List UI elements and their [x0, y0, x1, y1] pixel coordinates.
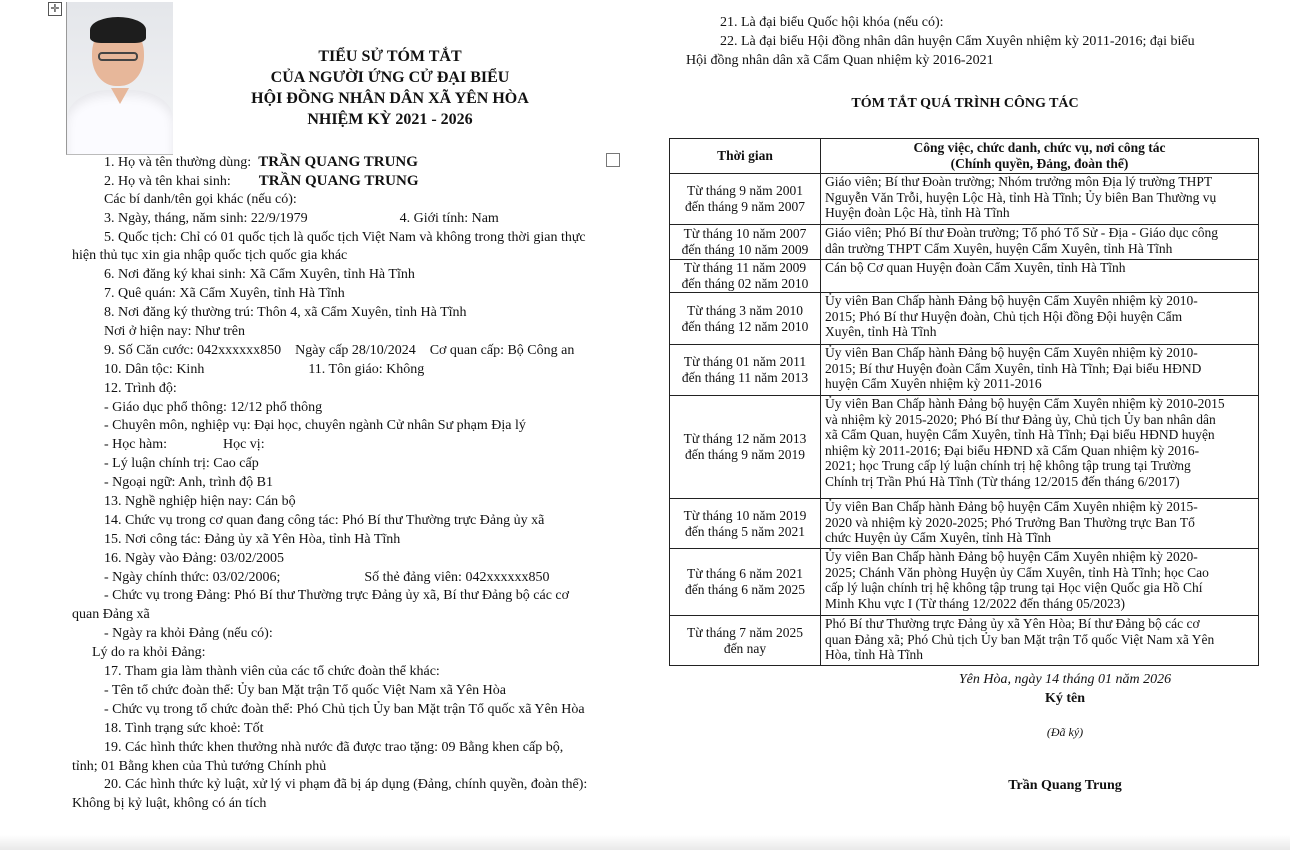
- bio-line: Lý do ra khỏi Đảng:: [92, 645, 206, 661]
- bio-line: 18. Tình trạng sức khoẻ: Tốt: [104, 720, 264, 736]
- row-time-line: đến tháng 02 năm 2010: [681, 276, 809, 291]
- row-description-line: xã Cẩm Quan, huyện Cẩm Xuyên, tỉnh Hà Tĩnh; Đại biểu HĐND huyện: [825, 427, 1215, 443]
- bio-line: 22. Là đại biểu Hội đồng nhân dân huyện Cẩm Xuyên nhiệm kỳ 2011-2016; đại biểu: [720, 34, 1195, 49]
- row-description-line: chức Huyện ủy Cẩm Xuyên, tỉnh Hà Tĩnh: [825, 530, 1052, 546]
- bio-line: - Giáo dục phổ thông: 12/12 phổ thông: [104, 399, 323, 415]
- row-time-cell: [670, 345, 821, 396]
- row-description-line: nhiệm kỳ 2011-2016; Đại biểu HĐND xã Cẩm Quan nhiệm kỳ 2016-: [825, 442, 1200, 458]
- row-description-cell: [821, 345, 1259, 396]
- table-row: [670, 499, 1259, 549]
- bio-line: 21. Là đại biểu Quốc hội khóa (nếu có):: [720, 15, 944, 30]
- table-row: [670, 225, 1259, 260]
- row-description-cell: [821, 174, 1259, 225]
- row-time-line: Từ tháng 6 năm 2021: [686, 566, 804, 582]
- bio-line: quan Đảng xã: [72, 607, 150, 623]
- row-description-line: dân trường THPT Cẩm Xuyên, huyện Cẩm Xuyên, tỉnh Hà Tĩnh: [825, 240, 1173, 256]
- bio-line: Không bị kỷ luật, không có án tích: [72, 796, 267, 812]
- photo-glasses: [98, 52, 138, 61]
- table-row: [670, 174, 1259, 225]
- row-description-line: quan Đảng xã; Phó Chủ tịch Ủy ban Mặt trận Tổ quốc Việt Nam xã Yên: [825, 631, 1215, 647]
- row-description-cell: [821, 225, 1259, 260]
- row-time-line: đến tháng 12 năm 2010: [681, 318, 809, 334]
- row-description-line: Ủy viên Ban Chấp hành Đảng bộ huyện Cẩm Xuyên nhiệm kỳ 2010-: [825, 345, 1198, 360]
- row-time-line: Từ tháng 11 năm 2009: [683, 260, 807, 276]
- row-description-line: và nhiệm kỳ 2015-2020; Phó Bí thư Đảng ủy, Chủ tịch Ủy ban nhân dân: [825, 411, 1216, 427]
- document-title: [185, 46, 595, 130]
- row-time-cell: [670, 293, 821, 345]
- row-description-line: Ủy viên Ban Chấp hành Đảng bộ huyện Cẩm Xuyên nhiệm kỳ 2020-: [825, 549, 1198, 564]
- row-time-cell: [670, 174, 821, 225]
- bio-line: 15. Nơi công tác: Đảng ủy xã Yên Hòa, tỉnh Hà Tĩnh: [104, 531, 401, 547]
- row-description-cell: [821, 616, 1259, 666]
- bio-line: Các bí danh/tên gọi khác (nếu có):: [104, 191, 297, 207]
- bio-line: 6. Nơi đăng ký khai sinh: Xã Cẩm Xuyên, tỉnh Hà Tĩnh: [104, 267, 415, 283]
- row-time-line: đến tháng 9 năm 2019: [685, 447, 805, 462]
- row-time-line: đến tháng 5 năm 2021: [685, 523, 805, 539]
- bio-line: Hội đồng nhân dân xã Cẩm Quan nhiệm kỳ 2016-2021: [686, 53, 994, 68]
- bio-line: - Ngày ra khỏi Đảng (nếu có):: [104, 626, 273, 642]
- row-description-line: Phó Bí thư Thường trực Đảng ủy xã Yên Hòa; Bí thư Đảng bộ các cơ: [825, 616, 1200, 631]
- row-description-cell: [821, 396, 1259, 499]
- bio-line: - Chức vụ trong Đảng: Phó Bí thư Thường trực Đảng ủy xã, Bí thư Đảng bộ các cơ: [104, 588, 570, 604]
- bio-line: 14. Chức vụ trong cơ quan đang công tác: Phó Bí thư Thường trực Đảng ủy xã: [104, 512, 545, 528]
- bio-line: 10. Dân tộc: Kinh 11. Tôn giáo: Không: [104, 361, 425, 377]
- bio-line: 8. Nơi đăng ký thường trú: Thôn 4, xã Cẩm Xuyên, tỉnh Hà Tĩnh: [104, 305, 467, 321]
- bio-line: 5. Quốc tịch: Chỉ có 01 quốc tịch là quốc tịch Việt Nam và không trong thời gian thực: [104, 229, 586, 245]
- table-row: [670, 549, 1259, 616]
- bio-line: - Lý luận chính trị: Cao cấp: [104, 456, 259, 472]
- bio-line: 13. Nghề nghiệp hiện nay: Cán bộ: [104, 494, 296, 510]
- bio-line: - Tên tổ chức đoàn thể: Ủy ban Mặt trận Tổ quốc Việt Nam xã Yên Hòa: [104, 682, 507, 698]
- title-line-3: HỘI ĐỒNG NHÂN DÂN XÃ YÊN HÒA: [251, 90, 529, 107]
- row-time-cell: [670, 396, 821, 499]
- common-name: TRẦN QUANG TRUNG: [258, 154, 418, 170]
- row-time-line: đến tháng 11 năm 2013: [681, 370, 809, 385]
- row-description-line: 2025; Chánh Văn phòng Huyện ủy Cẩm Xuyên, tỉnh Hà Tĩnh; học Cao: [825, 564, 1209, 580]
- bio-line: 7. Quê quán: Xã Cẩm Xuyên, tỉnh Hà Tĩnh: [104, 286, 345, 302]
- row-time-line: Từ tháng 7 năm 2025: [686, 624, 804, 640]
- row-time-line: đến tháng 9 năm 2007: [685, 199, 805, 214]
- bio-line: 3. Ngày, tháng, năm sinh: 22/9/1979 4. Giới tính: Nam: [104, 210, 499, 226]
- table-header-row: [670, 139, 1259, 174]
- table-move-handle-icon[interactable]: ✛: [48, 2, 62, 16]
- row-time-cell: [670, 225, 821, 260]
- row-description-line: cấp lý luận chính trị hệ không tập trung tại Học viện Quốc gia Hồ Chí: [825, 580, 1203, 596]
- row-time-line: Từ tháng 01 năm 2011: [683, 354, 807, 370]
- page-bottom-edge: [0, 835, 1290, 850]
- title-line-2: CỦA NGƯỜI ỨNG CỬ ĐẠI BIỂU: [270, 69, 510, 86]
- title-line-4: NHIỆM KỲ 2021 - 2026: [307, 111, 473, 128]
- bio-section: [72, 153, 657, 814]
- birth-name: TRẦN QUANG TRUNG: [258, 172, 419, 189]
- column-header-time: Thời gian: [670, 139, 821, 174]
- row-description-cell: [821, 549, 1259, 616]
- portrait-photo: [66, 2, 173, 155]
- row-time-line: đến nay: [723, 640, 767, 656]
- bio-line: 16. Ngày vào Đảng: 03/02/2005: [104, 550, 285, 566]
- row-description-cell: [821, 499, 1259, 549]
- row-description-line: 2021; học Trung cấp lý luận chính trị hệ không tập trung tại Trường: [825, 458, 1191, 474]
- row-time-cell: [670, 260, 821, 293]
- bio-line: 12. Trình độ:: [104, 380, 177, 396]
- row-description-line: Xuyên, tỉnh Hà Tĩnh: [825, 324, 937, 340]
- bio-line: 9. Số Căn cước: 042xxxxxx850 Ngày cấp 28/10/2024 Cơ quan cấp: Bộ Công an: [104, 342, 575, 358]
- row-description-line: Minh Khu vực I (Từ tháng 12/2022 đến tháng 05/2023): [825, 595, 1125, 611]
- row-time-line: đến tháng 10 năm 2009: [681, 242, 809, 257]
- work-history-table: [669, 138, 1259, 666]
- row-description-line: Ủy viên Ban Chấp hành Đảng bộ huyện Cẩm Xuyên nhiệm kỳ 2010-: [825, 293, 1198, 308]
- row-time-line: Từ tháng 9 năm 2001: [686, 183, 804, 199]
- work-history-title: TÓM TẮT QUÁ TRÌNH CÔNG TÁC: [851, 96, 1079, 111]
- bio-line: - Chuyên môn, nghiệp vụ: Đại học, chuyên ngành Cử nhân Sư phạm Địa lý: [104, 418, 526, 434]
- signature-label: Ký tên: [1044, 691, 1086, 706]
- signature-note: (Đã ký): [1046, 725, 1084, 739]
- row-description-line: Giáo viên; Bí thư Đoàn trường; Nhóm trưởng môn Địa lý trường THPT: [825, 174, 1213, 189]
- signature-date: Yên Hòa, ngày 14 tháng 01 năm 2026: [958, 672, 1172, 687]
- table-row: [670, 396, 1259, 499]
- table-row: [670, 293, 1259, 345]
- photo-hair: [90, 17, 146, 43]
- row-time-line: Từ tháng 10 năm 2019: [683, 507, 807, 523]
- bio-line: tỉnh; 01 Bằng khen của Thủ tướng Chính phủ: [72, 758, 327, 774]
- row-description-line: Huyện đoàn Lộc Hà, tỉnh Hà Tĩnh: [825, 205, 1010, 221]
- row-time-cell: [670, 499, 821, 549]
- signer-name: Trần Quang Trung: [1008, 778, 1122, 793]
- row-description-line: Hòa, tỉnh Hà Tĩnh: [825, 647, 923, 663]
- row-description-line: Ủy viên Ban Chấp hành Đảng bộ huyện Cẩm Xuyên nhiệm kỳ 2010-2015: [825, 396, 1225, 411]
- row-description-line: Nguyễn Văn Trỗi, huyện Lộc Hà, tỉnh Hà Tĩnh; Ủy biên Ban Thường vụ: [825, 189, 1217, 205]
- row-description-line: 2015; Bí thư Huyện đoàn Cẩm Xuyên, tỉnh Hà Tĩnh; Đại biểu HĐND: [825, 360, 1202, 376]
- bio-line: - Chức vụ trong tổ chức đoàn thể: Phó Chủ tịch Ủy ban Mặt trận Tổ quốc xã Yên Hòa: [104, 701, 585, 717]
- row-description-line: Cán bộ Cơ quan Huyện đoàn Cẩm Xuyên, tỉnh Hà Tĩnh: [825, 260, 1126, 275]
- bio-line: Nơi ở hiện nay: Như trên: [104, 324, 245, 340]
- row-time-line: đến tháng 6 năm 2025: [685, 582, 805, 597]
- bio-line: 17. Tham gia làm thành viên của các tổ chức đoàn thể khác:: [104, 664, 440, 680]
- row-description-line: huyện Cẩm Xuyên nhiệm kỳ 2011-2016: [825, 376, 1042, 392]
- row-description-line: Giáo viên; Phó Bí thư Đoàn trường; Tổ phó Tổ Sử - Địa - Giáo dục công: [825, 225, 1219, 240]
- row-time-line: Từ tháng 10 năm 2007: [683, 226, 807, 242]
- row-description-cell: [821, 293, 1259, 345]
- table-row: [670, 616, 1259, 666]
- row-time-cell: [670, 549, 821, 616]
- row-description-line: Ủy viên Ban Chấp hành Đảng bộ huyện Cẩm Xuyên nhiệm kỳ 2015-: [825, 499, 1198, 514]
- row-description-line: 2015; Phó Bí thư Huyện đoàn, Chủ tịch Hội đồng Đội huyện Cẩm: [825, 308, 1183, 324]
- column-header-description: Công việc, chức danh, chức vụ, nơi công tác (Chính quyền, Đảng, đoàn thể): [821, 139, 1259, 174]
- bio-line: 20. Các hình thức kỷ luật, xử lý vi phạm đã bị áp dụng (Đảng, chính quyền, đoàn thể):: [104, 777, 588, 793]
- row-time-line: Từ tháng 3 năm 2010: [686, 302, 804, 318]
- bio-line: 19. Các hình thức khen thưởng nhà nước đã được trao tặng: 09 Bằng khen cấp bộ,: [104, 739, 564, 755]
- row-description-line: 2020 và nhiệm kỳ 2020-2025; Phó Trưởng Ban Thường trực Ban Tổ: [825, 514, 1195, 530]
- table-row: [670, 260, 1259, 293]
- bio-line: 1. Họ và tên thường dùng: TRẦN QUANG TRUNG: [104, 154, 418, 170]
- bio-line: - Ngoại ngữ: Anh, trình độ B1: [104, 475, 273, 491]
- bio-line: - Ngày chính thức: 03/02/2006; Số thẻ đảng viên: 042xxxxxx850: [104, 569, 550, 585]
- delegate-history: [686, 13, 1276, 70]
- bio-line: - Học hàm: Học vị:: [104, 437, 265, 453]
- title-line-1: TIỂU SỬ TÓM TẮT: [318, 48, 462, 65]
- table-row: [670, 345, 1259, 396]
- row-time-line: Từ tháng 12 năm 2013: [683, 431, 807, 447]
- row-description-cell: [821, 260, 1259, 293]
- bio-line: 2. Họ và tên khai sinh: TRẦN QUANG TRUNG: [104, 172, 419, 189]
- row-time-cell: [670, 616, 821, 666]
- bio-line: hiện thủ tục xin gia nhập quốc tịch quốc gia khác: [72, 248, 348, 264]
- row-description-line: Chính trị Trần Phú Hà Tĩnh (Từ tháng 12/2015 đến tháng 6/2017): [825, 473, 1180, 489]
